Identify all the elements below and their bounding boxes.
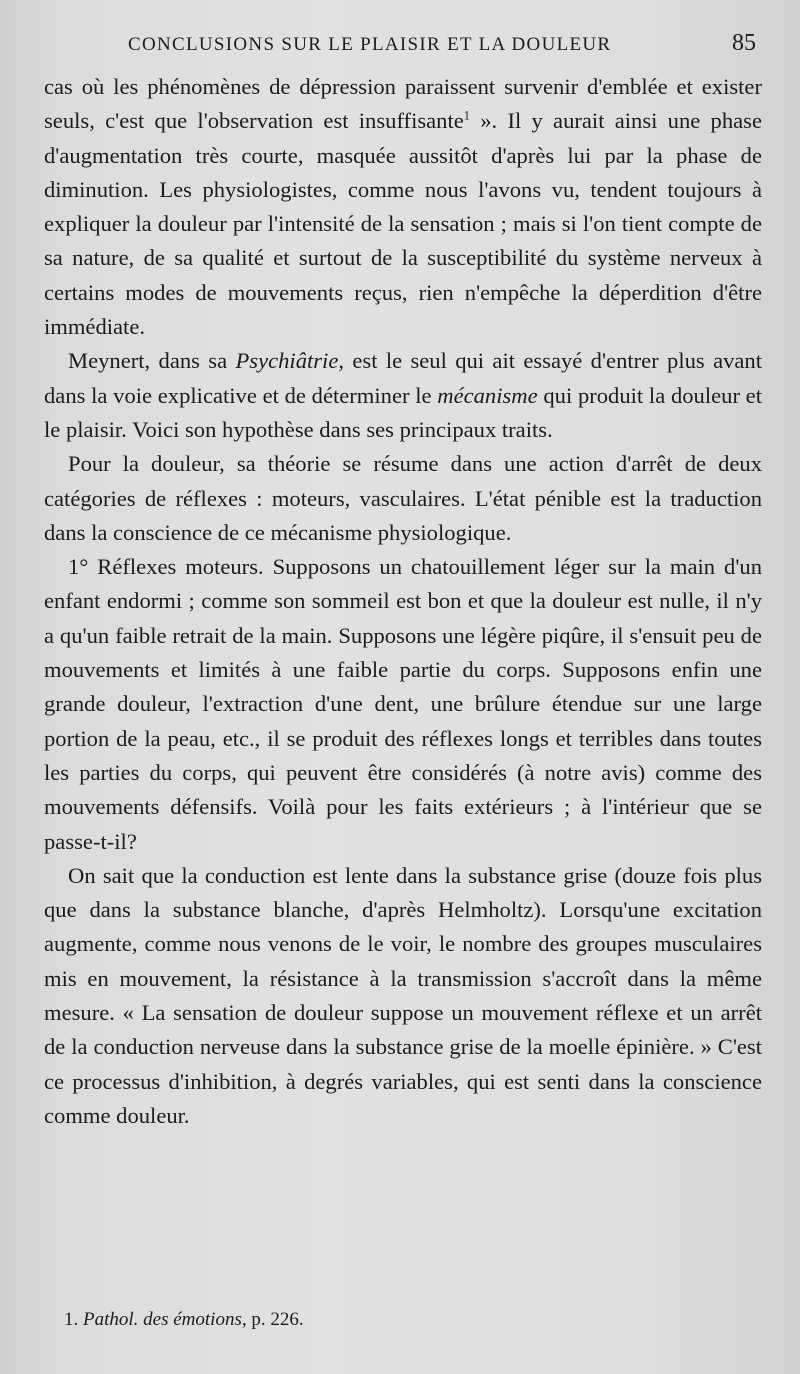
text-run: 1° Réflexes moteurs. Supposons un chatouillement léger sur la main d'un enfant endormi ; comme son sommeil est bon et que la douleur est nulle, il n'y a qu'un faible retrait de la main. Supposons une légère piqûre, il s'ensuit peu de mouvements et limités à une faible partie du corps. Supposons enfin une grande douleur, l'extraction d'une dent, une brûlure étendue sur une large portion de la peau, etc., il se produit des réflexes longs et terribles dans toutes les parties du corps, qui peuvent être considérés (à notre avis) comme des mouvements défensifs. Voilà pour les faits extérieurs ; à l'intérieur que se passe-t-il? (44, 554, 762, 854)
paragraph (44, 859, 762, 1133)
footnote-title: Pathol. des émotions (83, 1309, 242, 1330)
page-number: 85 (732, 30, 756, 56)
text-run: Pour la douleur, sa théorie se résume dans une action d'arrêt de deux catégories de réflexes : moteurs, vasculaires. L'état pénible est la traduction dans la conscience de ce mécanisme physiologique. (44, 451, 762, 545)
italic-title: Psychiâtrie (235, 348, 339, 374)
footnote-number: 1. (64, 1309, 79, 1330)
running-title: CONCLUSIONS SUR LE PLAISIR ET LA DOULEUR (128, 34, 612, 55)
footnote-reference: , p. 226. (241, 1309, 304, 1330)
paragraph (44, 70, 762, 344)
footnote (64, 1306, 764, 1334)
text-run: On sait que la conduction est lente dans la substance grise (douze fois plus que dans la substance blanche, d'après Helmholtz). Lorsqu'une excitation augmente, comme nous venons de le voir, le nombre des groupes musculaires mis en mouvement, la résistance à la transmission s'accroît dans la même mesure. « La sensation de douleur suppose un mouvement réflexe et un arrêt de la conduction nerveuse dans la substance grise de la moelle épinière. » C'est ce processus d'inhibition, à degrés variables, qui est senti dans la conscience comme douleur. (44, 862, 762, 1128)
text-run: Meynert, dans sa (68, 348, 236, 374)
text-run: ». Il y aurait ainsi une phase d'augmentation très courte, masquée aussitôt d'après lui par la phase de diminution. Les physiologistes, comme nous l'avons vu, tendent toujours à expliquer la douleur par l'intensité de la sensation ; mais si l'on tient compte de sa nature, de sa qualité et surtout de la susceptibilité du système nerveux à certains modes de mouvements reçus, rien n'empêche la déperdition d'être immédiate. (44, 108, 762, 340)
text-run: , est le seul qui ait essayé d'entrer plus avant dans la voie explicative et de déterminer le (44, 348, 762, 408)
footnote-marker: 1 (463, 108, 470, 123)
text-run: qui produit la douleur et le plaisir. Voici son hypothèse dans ses principaux traits. (44, 382, 762, 442)
italic-term: mécanisme (437, 382, 538, 408)
text-run: cas où les phénomènes de dépression paraissent survenir d'emblée et exister seuls, c'est que l'observation est insuffisante (44, 74, 762, 134)
paragraph (44, 550, 762, 859)
paragraph (44, 344, 762, 447)
running-head (0, 30, 800, 66)
body-text (44, 70, 762, 1133)
paragraph (44, 447, 762, 550)
